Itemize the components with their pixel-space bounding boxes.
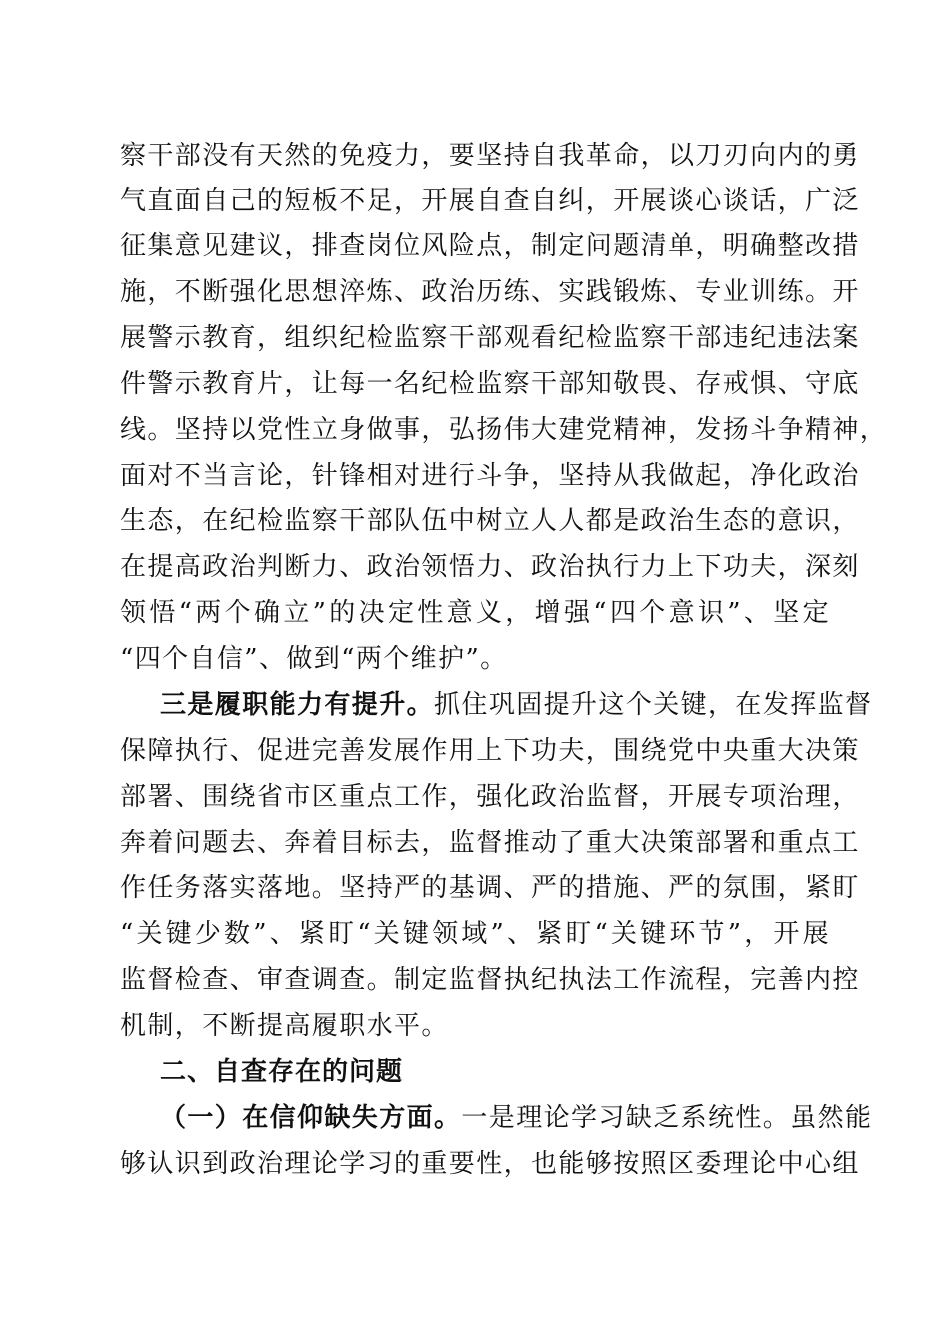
paragraph-3-line-1-rest: 一是理论学习缺乏系统性。虽然能	[461, 1103, 873, 1133]
paragraph-1-line-7: 线。坚持以党性立身做事，弘扬伟大建党精神，发扬斗争精神，	[120, 415, 888, 445]
paragraph-1-line-10: 在提高政治判断力、政治领悟力、政治执行力上下功夫，深刻	[120, 552, 860, 582]
paragraph-1-line-1: 察干部没有天然的免疫力，要坚持自我革命，以刀刃向内的勇	[120, 141, 860, 171]
paragraph-2-line-6: “关键少数”、紧盯“关键领域”、紧盯“关键环节”，开展	[120, 919, 830, 949]
paragraph-1-line-11: 领悟“两个确立”的决定性意义，增强“四个意识”、坚定	[120, 598, 830, 628]
paragraph-2-lead: 三是履职能力有提升。	[160, 690, 435, 720]
paragraph-1-line-9: 生态，在纪检监察干部队伍中树立人人都是政治生态的意识，	[120, 506, 860, 536]
paragraph-1-line-5: 展警示教育，组织纪检监察干部观看纪检监察干部违纪违法案	[120, 323, 860, 353]
paragraph-2-line-1	[160, 685, 873, 725]
paragraph-2-line-5: 作任务落实落地。坚持严的基调、严的措施、严的氛围，紧盯	[120, 873, 860, 903]
paragraph-1-line-6: 件警示教育片，让每一名纪检监察干部知敬畏、存戒惧、守底	[120, 369, 860, 399]
paragraph-1-line-3: 征集意见建议，排查岗位风险点，制定问题清单，明确整改措	[120, 231, 860, 261]
paragraph-1-line-12: “四个自信”、做到“两个维护”。	[120, 644, 508, 674]
paragraph-3-lead: （一）在信仰缺失方面。	[160, 1103, 462, 1133]
paragraph-3-line-2: 够认识到政治理论学习的重要性，也能够按照区委理论中心组	[120, 1149, 860, 1179]
paragraph-1-line-4: 施，不断强化思想淬炼、政治历练、实践锻炼、专业训练。开	[120, 277, 860, 307]
paragraph-2-line-1-rest: 抓住巩固提升这个关键，在发挥监督	[434, 690, 873, 720]
paragraph-3-line-1	[160, 1098, 873, 1138]
paragraph-2-line-8: 机制，不断提高履职水平。	[120, 1011, 449, 1041]
paragraph-2-line-3: 部署、围绕省市区重点工作，强化政治监督，开展专项治理，	[120, 782, 860, 812]
paragraph-1-line-8: 面对不当言论，针锋相对进行斗争，坚持从我做起，净化政治	[120, 461, 860, 491]
paragraph-1-line-2: 气直面自己的短板不足，开展自查自纠，开展谈心谈话，广泛	[120, 186, 860, 216]
paragraph-2-line-2: 保障执行、促进完善发展作用上下功夫，围绕党中央重大决策	[120, 736, 860, 766]
section-heading: 二、自查存在的问题	[160, 1057, 404, 1087]
paragraph-2-line-4: 奔着问题去、奔着目标去，监督推动了重大决策部署和重点工	[120, 828, 860, 858]
paragraph-2-line-7: 监督检查、审查调查。制定监督执纪执法工作流程，完善内控	[120, 965, 860, 995]
